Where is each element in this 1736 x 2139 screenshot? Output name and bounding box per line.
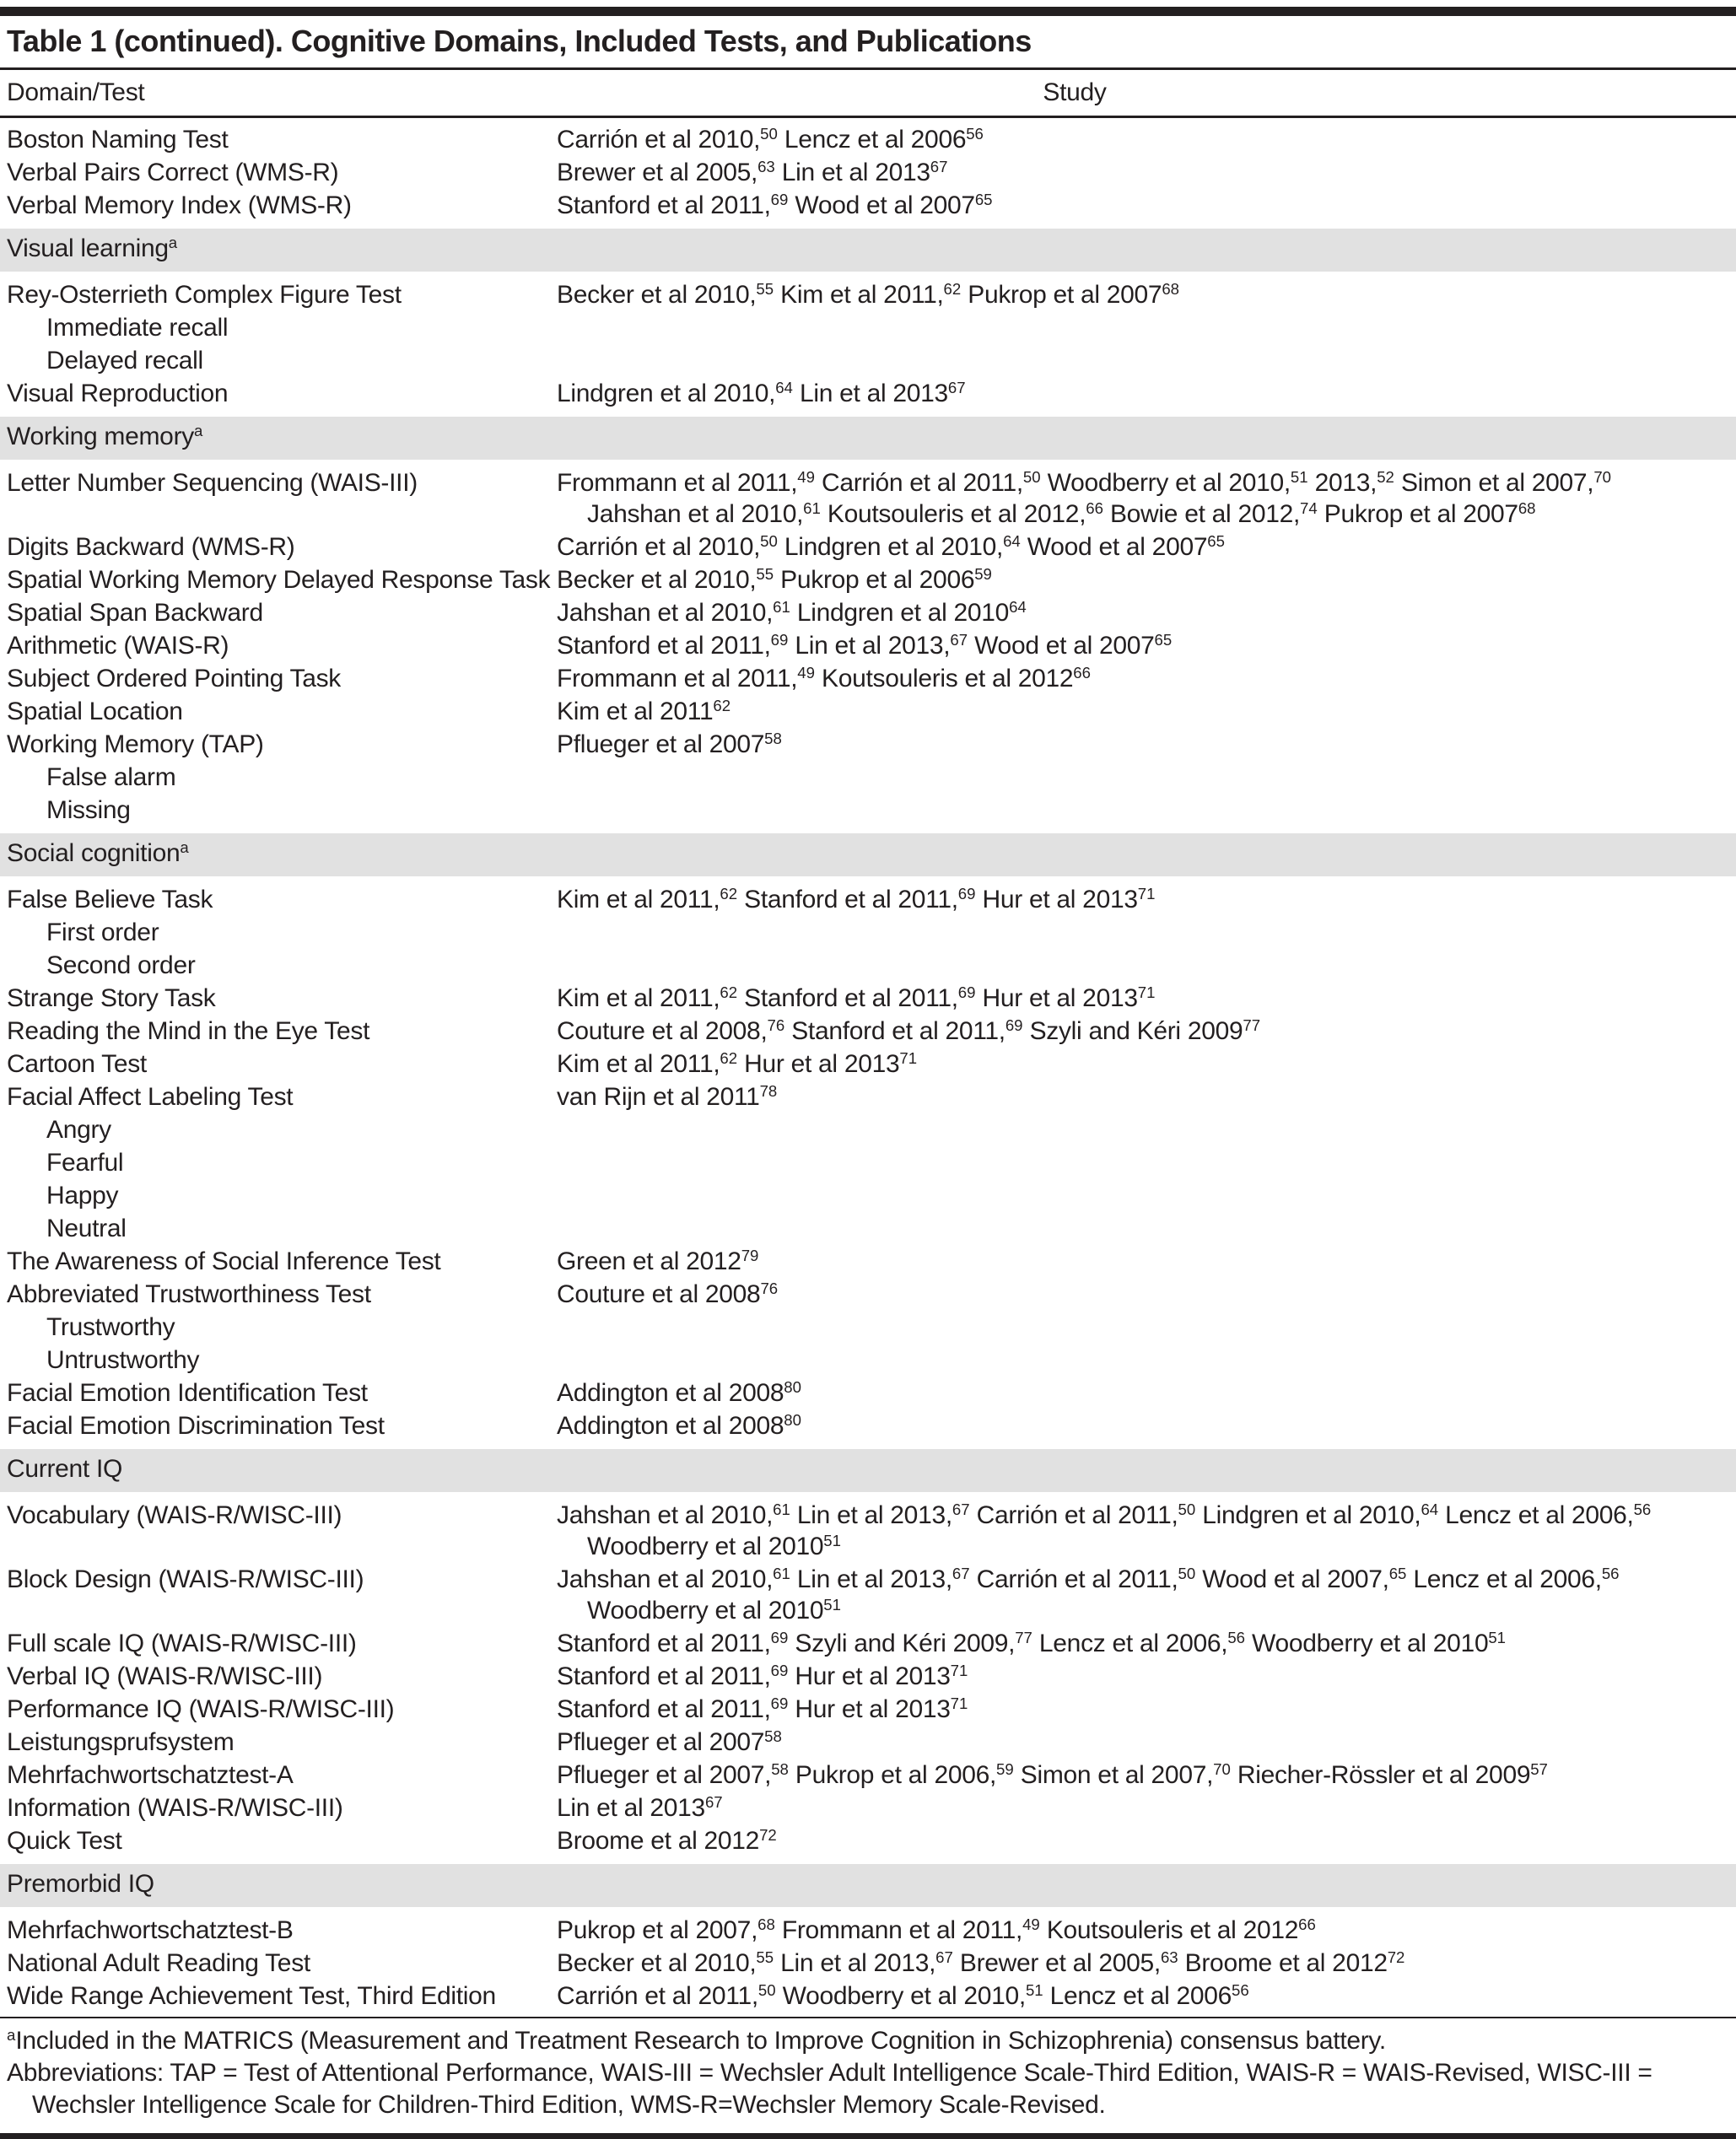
study-cell	[557, 1792, 1736, 1824]
table-row	[0, 950, 1736, 981]
study-line: Stanford et al 2011,69 Wood et al 2007$^{65}$	[557, 190, 993, 219]
citation-superscript: 76	[767, 1016, 785, 1034]
domain-cell: Mehrfachwortschatztest-B	[7, 1916, 294, 1944]
table-row	[0, 1147, 1736, 1178]
domain-cell: Letter Number Sequencing (WAIS-III)	[7, 469, 418, 497]
study-line: Becker et al 2010,55 Lin et al 2013,67 Brewer et al 2005,63 Broome et al 2012$^{72}$	[557, 1948, 1405, 1977]
study-line: Jahshan et al 2010,61 Lin et al 2013,67 Carrión et al 2011,50 Lindgren et al 2010,64 Lencz et al 2006,56	[557, 1500, 1652, 1529]
table-row	[0, 1377, 1736, 1409]
citation-superscript: 69	[957, 983, 976, 1001]
citation-superscript: 67	[950, 630, 968, 649]
citation-superscript: 65	[1154, 630, 1173, 649]
study-cell	[557, 1759, 1736, 1791]
study-line: Jahshan et al 2010,61 Koutsouleris et al 2012,66 Bowie et al 2012,74 Pukrop et al 2007$^{68}$	[587, 498, 1536, 528]
domain-cell: Wide Range Achievement Test, Third Edition	[7, 1982, 496, 2010]
citation-superscript: 58	[771, 1759, 789, 1778]
citation-superscript: 67	[930, 157, 948, 175]
table-row	[0, 696, 1736, 727]
study-line: Woodberry et al 2010$^{51}$	[587, 1595, 841, 1624]
study-cell	[557, 1980, 1736, 2012]
footnote: Abbreviations: TAP = Test of Attentional Performance, WAIS-III = Wechsler Adult Intelligence Scale-Third Edition, WAIS-R = WAIS-Revised, WISC-III = Wechsler Intelligence Scale for Children-Third Edition, WMS-R=Wechsler Memory Scale-Revised.	[7, 2059, 1652, 2119]
domain-cell: Leistungsprufsystem	[7, 1728, 235, 1756]
table-row	[0, 124, 1736, 155]
citation-superscript: 69	[770, 190, 789, 208]
study-line: Lindgren et al 2010,64 Lin et al 2013$^{67}$	[557, 378, 966, 407]
domain-cell: Cartoon Test	[7, 1050, 147, 1078]
table-row	[0, 190, 1736, 221]
citation-superscript: 76	[760, 1279, 779, 1297]
domain-cell: Verbal Pairs Correct (WMS-R)	[7, 159, 339, 186]
domain-cell: Trustworthy	[46, 1313, 175, 1341]
table-row	[0, 1628, 1736, 1659]
citation-superscript: a	[168, 233, 178, 251]
citation-superscript: 74	[1300, 498, 1318, 517]
domain-cell: Neutral	[46, 1215, 127, 1242]
study-cell	[557, 630, 1736, 661]
table-row	[0, 378, 1736, 409]
study-cell	[557, 279, 1736, 310]
domain-cell: Delayed recall	[46, 347, 203, 374]
domain-cell: Facial Emotion Discrimination Test	[7, 1412, 385, 1440]
citation-superscript: 51	[1025, 1980, 1043, 1999]
study-cell	[557, 1628, 1736, 1659]
table-footnotes	[0, 2017, 1736, 2131]
citation-superscript: 69	[770, 1661, 789, 1679]
domain-cell: National Adult Reading Test	[7, 1949, 310, 1977]
study-line: Stanford et al 2011,69 Hur et al 2013$^{71}$	[557, 1694, 968, 1723]
citation-superscript: 70	[1213, 1759, 1231, 1778]
study-line: Stanford et al 2011,69 Hur et al 2013$^{71}$	[557, 1661, 968, 1690]
table-row	[0, 1759, 1736, 1791]
citation-superscript: 68	[1518, 498, 1536, 517]
citation-superscript: a	[7, 2025, 16, 2044]
citation-superscript: 64	[1009, 597, 1027, 616]
citation-superscript: 63	[757, 157, 775, 175]
table-row	[0, 467, 1736, 530]
study-line: Couture et al 2008,76 Stanford et al 2011,69 Szyli and Kéri 2009$^{77}$	[557, 1016, 1261, 1045]
domain-cell: Reading the Mind in the Eye Test	[7, 1017, 370, 1045]
citation-superscript: 61	[773, 1564, 790, 1582]
table-row	[0, 1180, 1736, 1211]
domain-cell: Facial Affect Labeling Test	[7, 1083, 294, 1111]
citation-superscript: 65	[1207, 531, 1225, 550]
table-row	[0, 1792, 1736, 1824]
table-bottom-rule	[0, 2133, 1736, 2139]
table-row	[0, 729, 1736, 760]
citation-superscript: 62	[720, 884, 738, 902]
domain-cell: Untrustworthy	[46, 1346, 200, 1374]
study-line: Couture et al 2008$^{76}$	[557, 1279, 779, 1308]
study-line: Kim et al 2011,62 Stanford et al 2011,69 Hur et al 2013$^{71}$	[557, 983, 1156, 1012]
study-cell	[557, 1500, 1736, 1562]
study-line: Frommann et al 2011,49 Koutsouleris et al 2012$^{66}$	[557, 663, 1091, 692]
study-line: Broome et al 2012$^{72}$	[557, 1825, 777, 1855]
table-row	[0, 1344, 1736, 1376]
citation-superscript: 68	[757, 1915, 775, 1933]
citation-superscript: 62	[713, 696, 731, 714]
section-header-row: Visual learning$^a$	[0, 229, 1736, 272]
citation-superscript: 69	[770, 1628, 789, 1646]
citation-superscript: 67	[952, 1564, 970, 1582]
citation-superscript: 63	[1160, 1948, 1178, 1966]
citation-superscript: 58	[764, 1727, 782, 1745]
table-title: Table 1 (continued). Cognitive Domains, Included Tests, and Publications	[0, 16, 1736, 70]
citation-superscript: 62	[720, 1048, 738, 1067]
study-line: Jahshan et al 2010,61 Lindgren et al 2010$^{64}$	[557, 597, 1027, 627]
domain-cell: Mehrfachwortschatztest-A	[7, 1761, 294, 1789]
citation-superscript: 64	[775, 378, 793, 396]
citation-superscript: 55	[756, 1948, 774, 1966]
citation-superscript: 70	[1593, 467, 1612, 486]
citation-superscript: 80	[784, 1377, 801, 1396]
domain-cell: Block Design (WAIS-R/WISC-III)	[7, 1565, 364, 1593]
citation-superscript: 57	[1530, 1759, 1548, 1778]
table-row	[0, 1081, 1736, 1113]
table-row	[0, 1948, 1736, 1979]
study-cell	[557, 1081, 1736, 1113]
study-line: Kim et al 2011,62 Stanford et al 2011,69 Hur et al 2013$^{71}$	[557, 884, 1156, 913]
domain-cell: Verbal Memory Index (WMS-R)	[7, 191, 352, 219]
citation-superscript: 58	[764, 729, 782, 747]
citation-superscript: 49	[797, 467, 815, 486]
table-row	[0, 345, 1736, 376]
study-cell	[557, 1016, 1736, 1047]
domain-cell: Missing	[46, 796, 131, 824]
study-line: Pflueger et al 2007,58 Pukrop et al 2006,59 Simon et al 2007,70 Riecher-Rössler et al 2009$^{57}$	[557, 1759, 1548, 1789]
citation-superscript: 65	[974, 190, 993, 208]
citation-superscript: 56	[966, 124, 984, 143]
citation-superscript: 80	[784, 1410, 801, 1429]
citation-superscript: 68	[1162, 279, 1180, 298]
study-cell	[557, 190, 1736, 221]
study-line: Kim et al 2011,62 Hur et al 2013$^{71}$	[557, 1048, 918, 1078]
citation-superscript: 79	[741, 1246, 759, 1264]
study-cell	[557, 983, 1736, 1014]
citation-superscript: 67	[704, 1792, 723, 1811]
citation-superscript: 50	[1022, 467, 1041, 486]
table-row	[0, 1312, 1736, 1343]
citation-superscript: 55	[756, 564, 774, 583]
table-row	[0, 279, 1736, 310]
domain-cell: Immediate recall	[46, 314, 229, 342]
citation-superscript: a	[180, 838, 189, 856]
table-row	[0, 157, 1736, 188]
table-row	[0, 1564, 1736, 1626]
citation-superscript: 56	[1601, 1564, 1620, 1582]
citation-superscript: 59	[974, 564, 992, 583]
citation-superscript: 77	[1243, 1016, 1261, 1034]
study-cell	[557, 1661, 1736, 1692]
study-cell	[557, 467, 1736, 530]
table-body	[0, 118, 1736, 2012]
study-cell	[557, 1825, 1736, 1856]
domain-cell: Verbal IQ (WAIS-R/WISC-III)	[7, 1662, 323, 1690]
study-line: Carrión et al 2011,50 Woodberry et al 2010,51 Lencz et al 2006$^{56}$	[557, 1980, 1249, 2010]
citation-superscript: 65	[1388, 1564, 1407, 1582]
table-top-rule	[0, 7, 1736, 16]
study-cell	[557, 1377, 1736, 1409]
table-row	[0, 884, 1736, 915]
column-header-study: Study	[1043, 78, 1107, 106]
citation-superscript: 64	[1421, 1500, 1439, 1518]
study-line: Pukrop et al 2007,68 Frommann et al 2011,49 Koutsouleris et al 2012$^{66}$	[557, 1915, 1316, 1944]
citation-superscript: 49	[797, 663, 815, 682]
citation-superscript: 56	[1227, 1628, 1245, 1646]
domain-cell: Spatial Location	[7, 698, 183, 725]
table-row	[0, 1246, 1736, 1277]
study-cell	[557, 1048, 1736, 1080]
table-row	[0, 762, 1736, 793]
domain-cell: Boston Naming Test	[7, 126, 229, 154]
citation-superscript: 71	[950, 1661, 968, 1679]
citation-superscript: 69	[957, 884, 976, 902]
table-row	[0, 983, 1736, 1014]
table-row	[0, 1016, 1736, 1047]
study-line: Green et al 2012$^{79}$	[557, 1246, 759, 1275]
domain-cell: Visual Reproduction	[7, 380, 229, 407]
table-row	[0, 1213, 1736, 1244]
domain-cell: Fearful	[46, 1149, 124, 1177]
study-cell	[557, 729, 1736, 760]
table-row	[0, 1410, 1736, 1441]
citation-superscript: 66	[1298, 1915, 1316, 1933]
table-row	[0, 1048, 1736, 1080]
study-cell	[557, 564, 1736, 595]
table-row	[0, 1980, 1736, 2012]
domain-cell: Vocabulary (WAIS-R/WISC-III)	[7, 1501, 342, 1529]
study-cell	[557, 1279, 1736, 1310]
study-cell	[557, 1410, 1736, 1441]
domain-cell: Spatial Span Backward	[7, 599, 263, 627]
domain-cell: False Believe Task	[7, 886, 213, 913]
study-line: Becker et al 2010,55 Kim et al 2011,62 Pukrop et al 2007$^{68}$	[557, 279, 1180, 309]
study-line: Stanford et al 2011,69 Lin et al 2013,67 Wood et al 2007$^{65}$	[557, 630, 1173, 660]
citation-superscript: 69	[770, 630, 789, 649]
domain-cell: Digits Backward (WMS-R)	[7, 533, 295, 561]
study-cell	[557, 597, 1736, 628]
citation-superscript: 62	[943, 279, 962, 298]
column-header-row	[0, 70, 1736, 118]
table-row	[0, 564, 1736, 595]
footnote: $^a$Included in the MATRICS (Measurement and Treatment Research to Improve Cognition in Schizophrenia) consensus battery.	[7, 2025, 1386, 2055]
citation-superscript: 67	[947, 378, 966, 396]
study-cell	[557, 1694, 1736, 1725]
study-line: Becker et al 2010,55 Pukrop et al 2006$^{59}$	[557, 564, 992, 594]
table-row	[0, 1500, 1736, 1562]
domain-cell: The Awareness of Social Inference Test	[7, 1247, 441, 1275]
citation-superscript: 62	[720, 983, 738, 1001]
study-line: Carrión et al 2010,50 Lencz et al 2006$^{56}$	[557, 124, 984, 154]
citation-superscript: 71	[899, 1048, 918, 1067]
domain-cell: Arithmetic (WAIS-R)	[7, 632, 229, 660]
table-row	[0, 312, 1736, 343]
citation-superscript: 59	[996, 1759, 1014, 1778]
citation-superscript: 77	[1015, 1628, 1032, 1646]
study-cell	[557, 884, 1736, 915]
domain-cell: Spatial Working Memory Delayed Response Task	[7, 566, 551, 594]
domain-cell: Rey-Osterrieth Complex Figure Test	[7, 281, 402, 309]
study-cell	[557, 1564, 1736, 1626]
study-line: Frommann et al 2011,49 Carrión et al 2011,50 Woodberry et al 2010,51 2013,52 Simon et al 2007,70	[557, 467, 1612, 497]
domain-cell: Happy	[46, 1182, 119, 1210]
domain-cell: False alarm	[46, 763, 176, 791]
study-line: Stanford et al 2011,69 Szyli and Kéri 2009,77 Lencz et al 2006,56 Woodberry et al 2010$^{51}$	[557, 1628, 1507, 1657]
domain-cell: Working Memory (TAP)	[7, 730, 264, 758]
study-cell	[557, 1915, 1736, 1946]
study-cell	[557, 663, 1736, 694]
table-row	[0, 1915, 1736, 1946]
citation-superscript: 50	[760, 531, 778, 550]
citation-superscript: 50	[1178, 1564, 1196, 1582]
domain-cell: Facial Emotion Identification Test	[7, 1379, 368, 1407]
study-line: Jahshan et al 2010,61 Lin et al 2013,67 Carrión et al 2011,50 Wood et al 2007,65 Lencz et al 2006,56	[557, 1564, 1620, 1593]
study-line: Kim et al 2011$^{62}$	[557, 696, 731, 725]
citation-superscript: 56	[1232, 1980, 1249, 1999]
citation-superscript: 55	[756, 279, 774, 298]
domain-cell: First order	[46, 919, 159, 946]
citation-superscript: 61	[773, 1500, 790, 1518]
citation-superscript: 78	[759, 1081, 778, 1100]
section-header-row: Current IQ	[0, 1449, 1736, 1492]
study-cell	[557, 1727, 1736, 1758]
domain-cell: Performance IQ (WAIS-R/WISC-III)	[7, 1695, 395, 1723]
citation-superscript: 52	[1377, 467, 1394, 486]
study-cell	[557, 378, 1736, 409]
study-line: van Rijn et al 2011$^{78}$	[557, 1081, 778, 1111]
citation-superscript: a	[193, 421, 203, 439]
citation-superscript: 51	[823, 1595, 841, 1614]
citation-superscript: 67	[952, 1500, 970, 1518]
table-row	[0, 531, 1736, 563]
study-line: Pflueger et al 2007$^{58}$	[557, 729, 782, 758]
domain-cell: Subject Ordered Pointing Task	[7, 665, 341, 692]
table-row	[0, 917, 1736, 948]
citation-superscript: 51	[823, 1531, 841, 1549]
citation-superscript: 71	[1137, 884, 1156, 902]
table-row	[0, 663, 1736, 694]
section-header-row: Social cognition$^a$	[0, 833, 1736, 876]
study-cell	[557, 124, 1736, 155]
domain-cell: Quick Test	[7, 1827, 122, 1855]
table-row	[0, 1825, 1736, 1856]
study-line: Pflueger et al 2007$^{58}$	[557, 1727, 782, 1756]
domain-cell: Full scale IQ (WAIS-R/WISC-III)	[7, 1630, 357, 1657]
citation-superscript: 50	[760, 124, 778, 143]
domain-cell: Second order	[46, 951, 196, 979]
citation-superscript: 69	[770, 1694, 789, 1712]
study-cell	[557, 157, 1736, 188]
citation-superscript: 71	[950, 1694, 968, 1712]
citation-superscript: 50	[757, 1980, 776, 1999]
study-line: Addington et al 2008$^{80}$	[557, 1410, 801, 1440]
study-line: Lin et al 2013$^{67}$	[557, 1792, 723, 1822]
table-row	[0, 597, 1736, 628]
domain-cell: Information (WAIS-R/WISC-III)	[7, 1794, 343, 1822]
study-cell	[557, 531, 1736, 563]
citation-superscript: 69	[1005, 1016, 1023, 1034]
study-line: Woodberry et al 2010$^{51}$	[587, 1531, 841, 1560]
citation-superscript: 61	[803, 498, 821, 517]
citation-superscript: 72	[1387, 1948, 1405, 1966]
column-header-domain: Domain/Test	[7, 78, 145, 106]
study-cell	[557, 696, 1736, 727]
citation-superscript: 51	[1488, 1628, 1507, 1646]
citation-superscript: 71	[1137, 983, 1156, 1001]
study-line: Brewer et al 2005,63 Lin et al 2013$^{67}$	[557, 157, 948, 186]
citation-superscript: 50	[1178, 1500, 1196, 1518]
table-row	[0, 1694, 1736, 1725]
citation-superscript: 49	[1022, 1915, 1040, 1933]
table-row	[0, 630, 1736, 661]
citation-superscript: 66	[1086, 498, 1103, 517]
study-cell	[557, 1948, 1736, 1979]
citation-superscript: 64	[1003, 531, 1021, 550]
study-line: Addington et al 2008$^{80}$	[557, 1377, 801, 1407]
citation-superscript: 51	[1290, 467, 1308, 486]
table-row	[0, 1661, 1736, 1692]
domain-cell: Abbreviated Trustworthiness Test	[7, 1280, 371, 1308]
citation-superscript: 61	[773, 597, 790, 616]
table-row	[0, 1279, 1736, 1310]
table-row	[0, 1114, 1736, 1145]
table-row	[0, 795, 1736, 826]
section-header-row: Premorbid IQ	[0, 1864, 1736, 1907]
domain-cell: Strange Story Task	[7, 984, 216, 1012]
domain-cell: Angry	[46, 1116, 111, 1144]
citation-superscript: 66	[1073, 663, 1091, 682]
citation-superscript: 56	[1633, 1500, 1652, 1518]
study-cell	[557, 1246, 1736, 1277]
citation-superscript: 67	[935, 1948, 953, 1966]
citation-superscript: 72	[759, 1825, 777, 1844]
study-line: Carrión et al 2010,50 Lindgren et al 2010,64 Wood et al 2007$^{65}$	[557, 531, 1225, 561]
table-row	[0, 1727, 1736, 1758]
section-header-row: Working memory$^a$	[0, 417, 1736, 460]
